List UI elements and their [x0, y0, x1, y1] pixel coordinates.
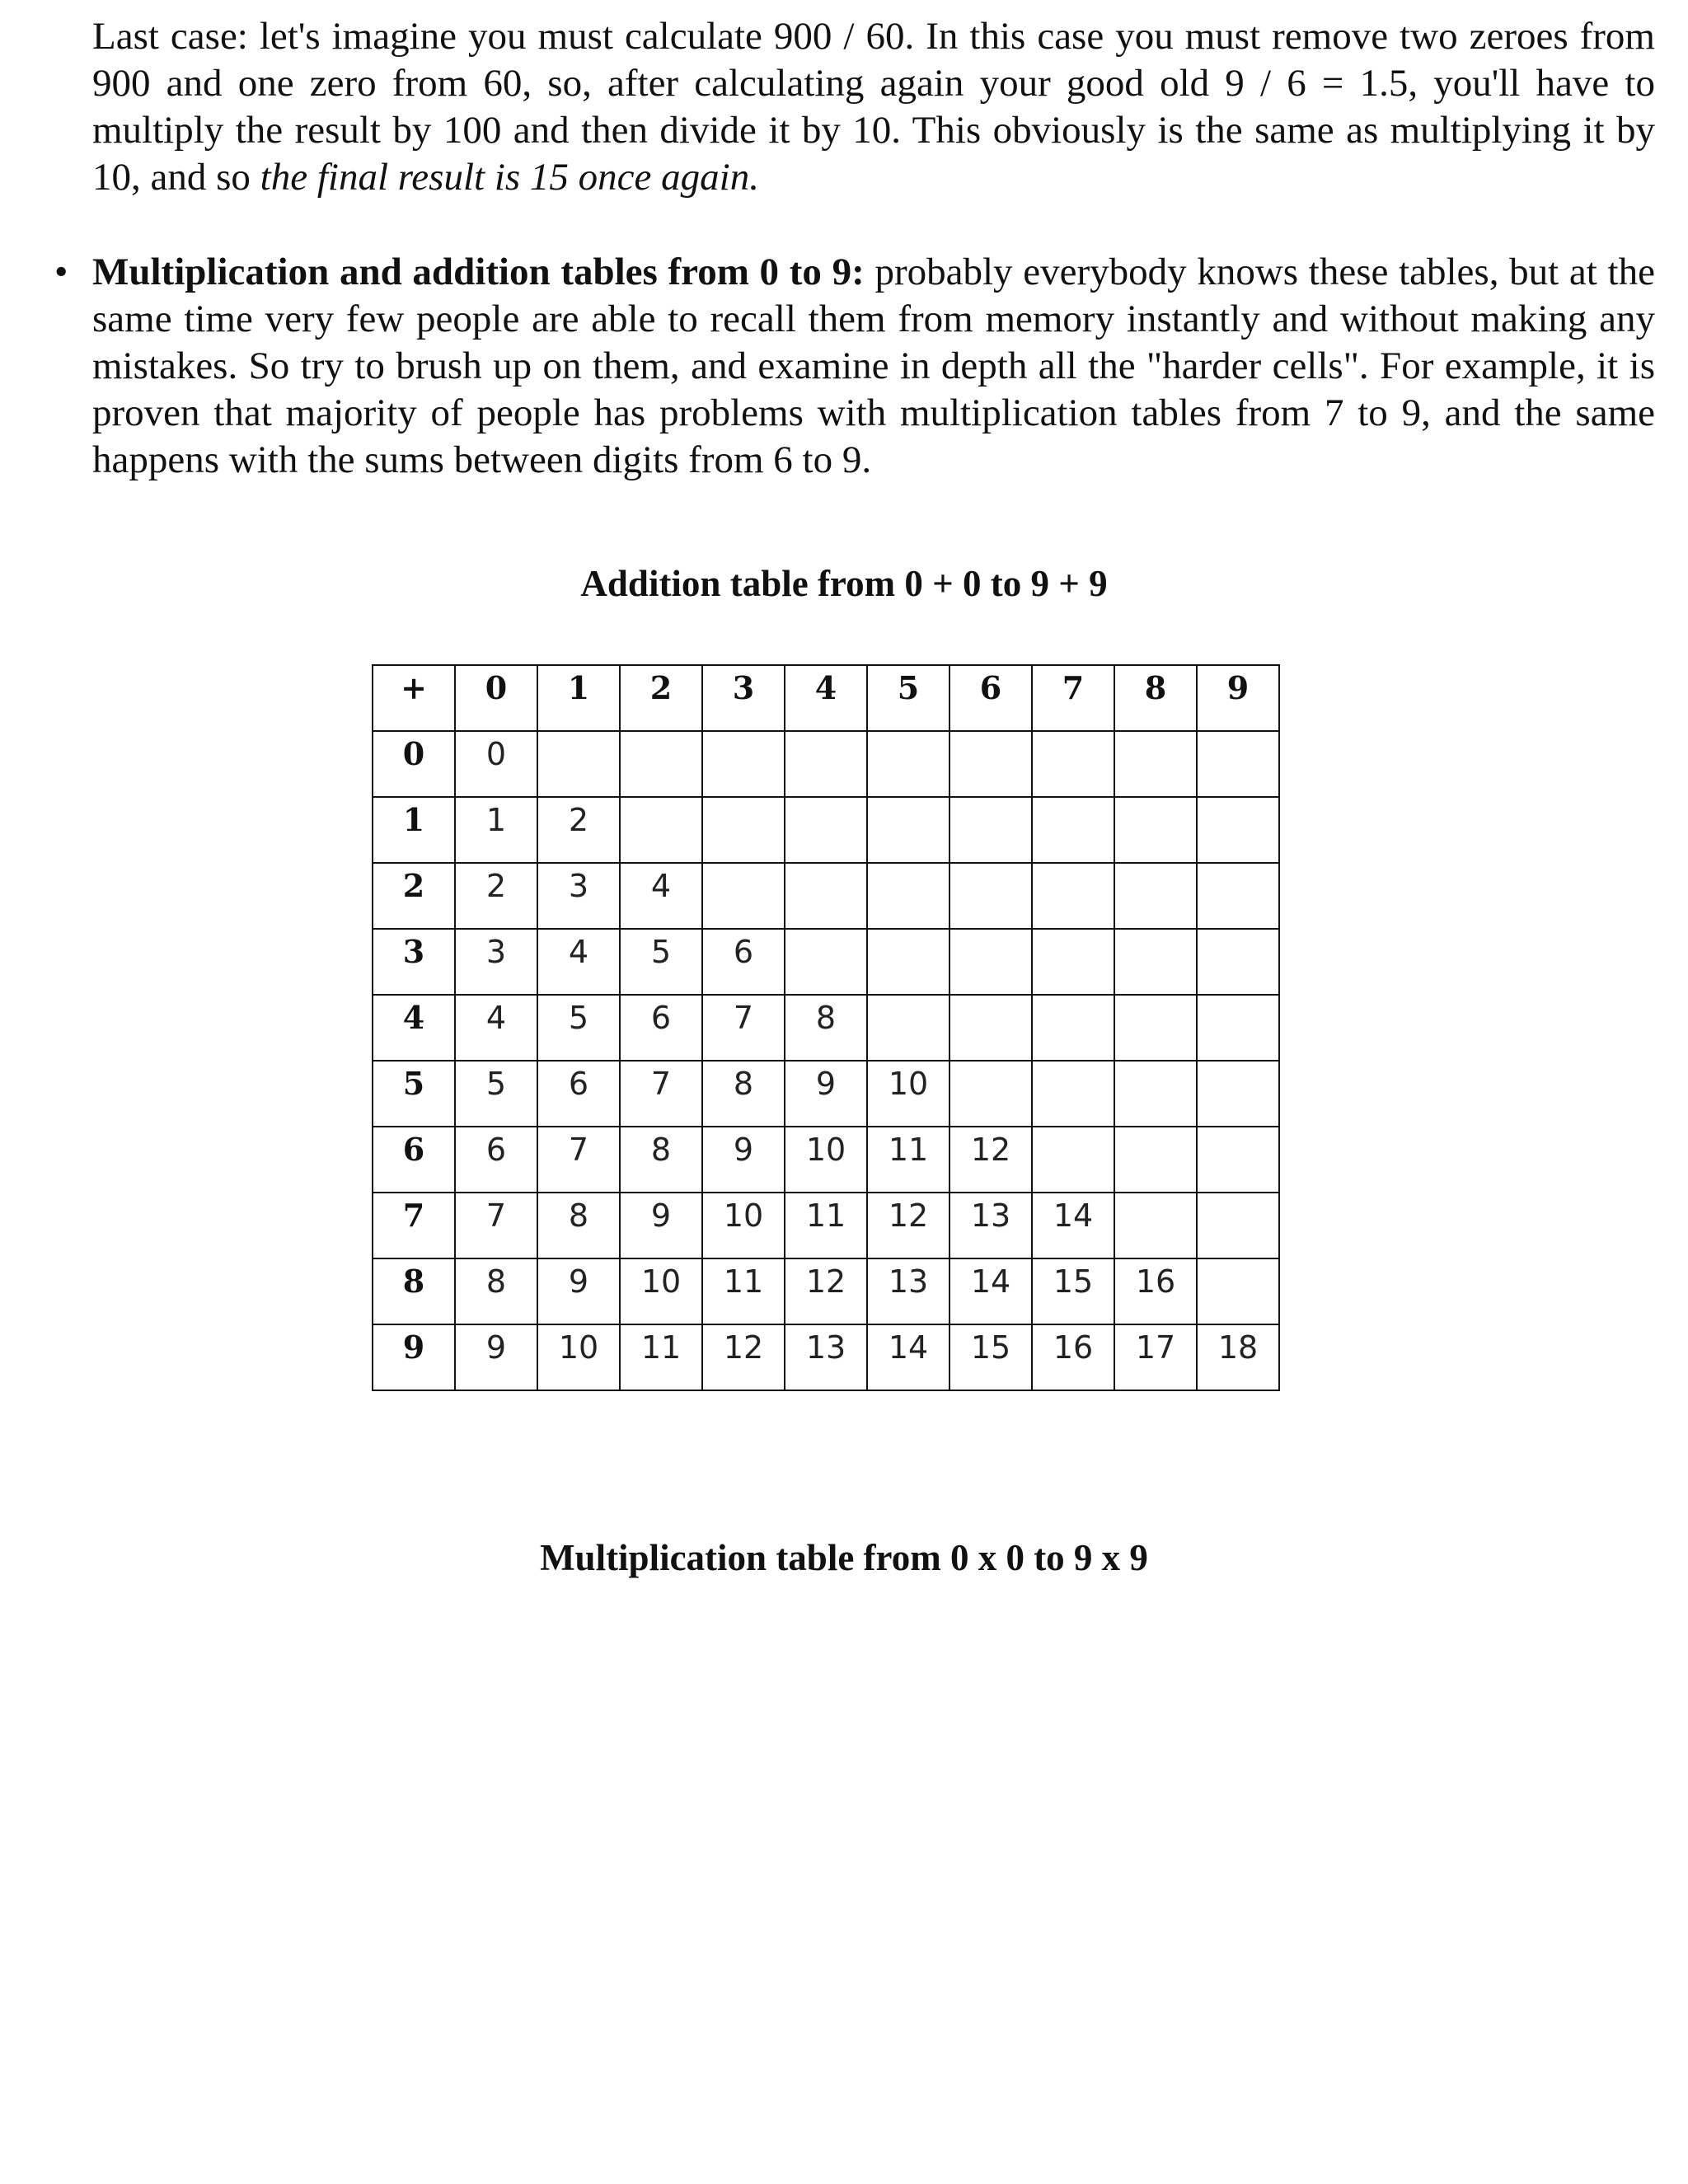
- table-row-header: 9: [373, 1324, 455, 1390]
- table-cell: 6: [455, 1127, 537, 1193]
- multiplication-table-title: Multiplication table from 0 x 0 to 9 x 9: [540, 1537, 1148, 1578]
- table-cell: [1197, 1127, 1279, 1193]
- table-column-header: 8: [1114, 665, 1197, 731]
- bullet-text: probably everybody knows these tables, but at the same time very few people are able to recall them from memory instantly and without making any mistakes. So try to brush up on them, and examine in depth all the "harder cells". For example, it is proven that majority of people has problems with multiplication tables from 7 to 9, and the same happens with the sums between digits from 6 to 9.: [92, 251, 1655, 481]
- table-cell: [950, 1061, 1032, 1127]
- table-cell: [1114, 1127, 1197, 1193]
- table-row: [373, 863, 1279, 929]
- table-row: [373, 1061, 1279, 1127]
- table-cell: 7: [702, 995, 785, 1061]
- table-cell: [1032, 995, 1114, 1061]
- table-cell: 9: [537, 1258, 620, 1324]
- bullet-marker: •: [54, 251, 68, 293]
- table-cell: 10: [867, 1061, 950, 1127]
- table-cell: 10: [702, 1193, 785, 1258]
- paragraph-text: Last case: let's imagine you must calculate 900 / 60. In this case you must remove two zeroes from 900 and one zero from 60, so, after calculating again your good old 9 / 6 = 1.5, you'll have to multiply the result by 100 and then divide it by 10. This obviously is the same as multiplying it by 10, and so: [92, 15, 1655, 199]
- table-cell: [620, 731, 702, 797]
- table-cell: [1197, 929, 1279, 995]
- table-cell: 8: [702, 1061, 785, 1127]
- table-row: [373, 797, 1279, 863]
- table-row-header: 0: [373, 731, 455, 797]
- table-cell: 2: [537, 797, 620, 863]
- table-column-header: 0: [455, 665, 537, 731]
- table-cell: 12: [785, 1258, 867, 1324]
- table-cell: 8: [785, 995, 867, 1061]
- table-cell: 8: [620, 1127, 702, 1193]
- table-cell: [702, 863, 785, 929]
- addition-table: [372, 664, 1280, 1391]
- table-cell: 7: [537, 1127, 620, 1193]
- table-row-header: 8: [373, 1258, 455, 1324]
- table-cell: [867, 731, 950, 797]
- table-cell: 14: [867, 1324, 950, 1390]
- table-row: [373, 1127, 1279, 1193]
- table-column-header: 7: [1032, 665, 1114, 731]
- table-cell: 8: [537, 1193, 620, 1258]
- table-cell: [1197, 1193, 1279, 1258]
- table-cell: [867, 797, 950, 863]
- table-cell: [1197, 731, 1279, 797]
- table-cell: 9: [455, 1324, 537, 1390]
- table-cell: [785, 731, 867, 797]
- table-cell: 12: [950, 1127, 1032, 1193]
- table-column-header: 1: [537, 665, 620, 731]
- table-cell: 13: [950, 1193, 1032, 1258]
- table-cell: [867, 995, 950, 1061]
- table-cell: 9: [702, 1127, 785, 1193]
- table-row: [373, 1324, 1279, 1390]
- table-cell: [1114, 995, 1197, 1061]
- table-cell: 16: [1114, 1258, 1197, 1324]
- table-column-header: 5: [867, 665, 950, 731]
- table-cell: [1032, 1127, 1114, 1193]
- table-column-header: 4: [785, 665, 867, 731]
- table-cell: 14: [1032, 1193, 1114, 1258]
- table-cell: 18: [1197, 1324, 1279, 1390]
- table-row-header: 5: [373, 1061, 455, 1127]
- table-cell: 7: [455, 1193, 537, 1258]
- table-cell: 10: [620, 1258, 702, 1324]
- table-row: [373, 995, 1279, 1061]
- table-cell: [1114, 797, 1197, 863]
- table-row-header: 2: [373, 863, 455, 929]
- table-cell: [702, 731, 785, 797]
- table-cell: [537, 731, 620, 797]
- table-row-header: 7: [373, 1193, 455, 1258]
- paragraph-italic-conclusion: the final result is 15 once again.: [260, 156, 759, 199]
- table-cell: [950, 995, 1032, 1061]
- paragraph-last-case: [92, 13, 1655, 201]
- table-cell: 12: [702, 1324, 785, 1390]
- table-row: [373, 1193, 1279, 1258]
- table-row: [373, 731, 1279, 797]
- addition-table-title: Addition table from 0 + 0 to 9 + 9: [580, 563, 1108, 604]
- table-cell: 10: [537, 1324, 620, 1390]
- table-cell: [1032, 1061, 1114, 1127]
- table-column-header: 3: [702, 665, 785, 731]
- table-cell: 7: [620, 1061, 702, 1127]
- table-row: [373, 1258, 1279, 1324]
- table-cell: 9: [785, 1061, 867, 1127]
- table-cell: [620, 797, 702, 863]
- table-cell: 11: [785, 1193, 867, 1258]
- table-header-row: [373, 665, 1279, 731]
- table-cell: [1032, 797, 1114, 863]
- table-cell: [702, 797, 785, 863]
- table-row: [373, 929, 1279, 995]
- table-cell: [785, 863, 867, 929]
- table-cell: 12: [867, 1193, 950, 1258]
- table-cell: [1032, 929, 1114, 995]
- table-cell: 4: [455, 995, 537, 1061]
- table-cell: 15: [1032, 1258, 1114, 1324]
- table-cell: 5: [455, 1061, 537, 1127]
- table-cell: [1197, 863, 1279, 929]
- table-cell: 9: [620, 1193, 702, 1258]
- table-cell: 17: [1114, 1324, 1197, 1390]
- table-cell: 5: [537, 995, 620, 1061]
- table-cell: [1197, 797, 1279, 863]
- table-cell: 11: [867, 1127, 950, 1193]
- table-cell: [867, 929, 950, 995]
- table-cell: [1114, 1193, 1197, 1258]
- table-cell: [1032, 863, 1114, 929]
- table-cell: 13: [785, 1324, 867, 1390]
- table-cell: [785, 797, 867, 863]
- table-cell: 11: [702, 1258, 785, 1324]
- table-cell: 2: [455, 863, 537, 929]
- bullet-paragraph-tables: [92, 249, 1655, 484]
- table-cell: 4: [537, 929, 620, 995]
- table-cell: [950, 797, 1032, 863]
- table-cell: 0: [455, 731, 537, 797]
- table-column-header: 6: [950, 665, 1032, 731]
- table-row-header: 3: [373, 929, 455, 995]
- table-cell: [950, 863, 1032, 929]
- table-cell: 8: [455, 1258, 537, 1324]
- table-cell: 3: [455, 929, 537, 995]
- table-cell: 13: [867, 1258, 950, 1324]
- table-cell: [1114, 863, 1197, 929]
- table-column-header: 9: [1197, 665, 1279, 731]
- table-cell: [1114, 1061, 1197, 1127]
- table-cell: 6: [702, 929, 785, 995]
- table-row-header: 4: [373, 995, 455, 1061]
- table-cell: 6: [620, 995, 702, 1061]
- table-column-header: 2: [620, 665, 702, 731]
- table-cell: [1114, 929, 1197, 995]
- table-cell: 3: [537, 863, 620, 929]
- table-cell: [950, 929, 1032, 995]
- table-cell: 1: [455, 797, 537, 863]
- table-cell: [1032, 731, 1114, 797]
- table-cell: 11: [620, 1324, 702, 1390]
- table-cell: 5: [620, 929, 702, 995]
- table-cell: 14: [950, 1258, 1032, 1324]
- table-cell: [950, 731, 1032, 797]
- table-cell: 6: [537, 1061, 620, 1127]
- table-cell: [1114, 731, 1197, 797]
- bullet-bold-lead: Multiplication and addition tables from 0 to 9:: [92, 251, 865, 293]
- table-cell: 16: [1032, 1324, 1114, 1390]
- table-cell: 4: [620, 863, 702, 929]
- table-cell: [867, 863, 950, 929]
- addition-table-body: [373, 665, 1279, 1390]
- table-cell: [785, 929, 867, 995]
- table-cell: 10: [785, 1127, 867, 1193]
- table-cell: [1197, 1258, 1279, 1324]
- table-cell: [1197, 1061, 1279, 1127]
- table-row-header: 1: [373, 797, 455, 863]
- table-cell: 15: [950, 1324, 1032, 1390]
- table-cell: [1197, 995, 1279, 1061]
- table-corner-cell: +: [373, 665, 455, 731]
- table-row-header: 6: [373, 1127, 455, 1193]
